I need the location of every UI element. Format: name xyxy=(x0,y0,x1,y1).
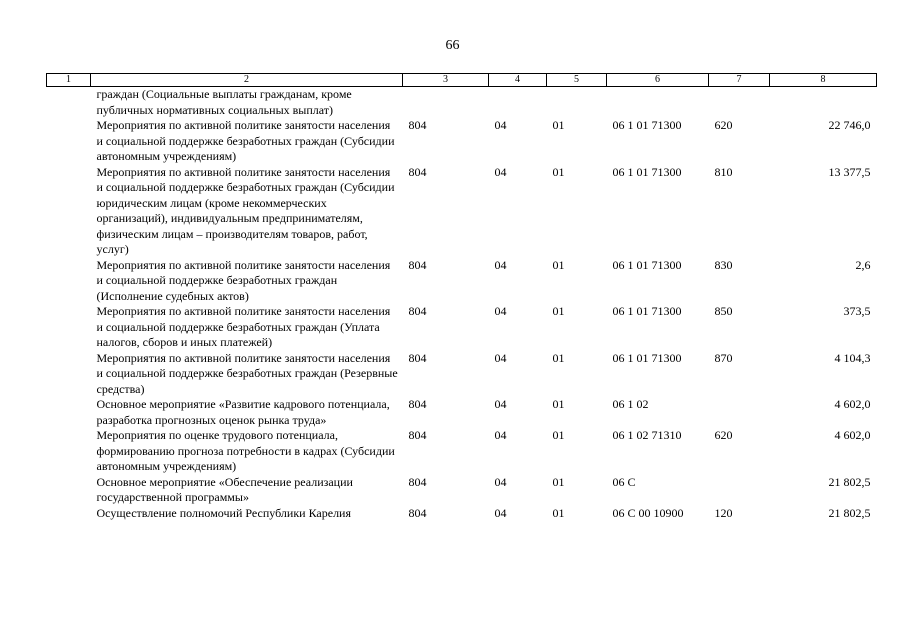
row-expense-type-code: 830 xyxy=(714,257,733,272)
row-target-code: 06 С 00 10900 xyxy=(612,505,684,520)
table-row xyxy=(47,428,877,475)
row-expense-type-code: 850 xyxy=(714,304,733,318)
row-amount: 4 602,0 xyxy=(834,428,871,442)
row-description: Осуществление полномочий Республики Карелия xyxy=(96,505,351,520)
row-spacer-cell xyxy=(47,351,91,398)
table-row xyxy=(47,475,877,506)
page-number: 66 xyxy=(445,38,460,53)
row-ministry-code: 804 xyxy=(408,474,427,489)
row-expense-type-code: 810 xyxy=(714,164,733,179)
row-description: граждан (Социальные выплаты гражданам, кроме публичных нормативных социальных выплат) xyxy=(96,87,352,117)
row-description: Основное мероприятие «Обеспечение реализации государственной программы» xyxy=(96,474,353,504)
row-target-code: 06 1 01 71300 xyxy=(612,350,682,365)
table-row xyxy=(47,304,877,351)
row-subsection-code: 01 xyxy=(552,118,565,132)
row-spacer-cell xyxy=(47,87,91,119)
row-amount: 4 104,3 xyxy=(834,350,871,365)
table-row xyxy=(47,87,877,119)
row-subsection-code: 01 xyxy=(552,397,565,411)
table-row xyxy=(47,397,877,428)
row-description: Мероприятия по активной политике занятости населения и социальной поддержке безработных граждан (Субсидии автономным учреждениям) xyxy=(96,118,395,163)
row-ministry-code: 804 xyxy=(408,428,427,442)
row-description: Мероприятия по активной политике занятости населения и социальной поддержке безработных граждан (Исполнение судебных актов) xyxy=(96,257,391,303)
row-amount: 13 377,5 xyxy=(828,164,871,179)
row-subsection-code: 01 xyxy=(552,350,565,365)
row-description: Мероприятия по активной политике занятости населения и социальной поддержке безработных граждан (Резервные средства) xyxy=(96,350,398,396)
row-subsection-code: 01 xyxy=(552,304,565,318)
row-expense-type-code: 620 xyxy=(714,428,733,442)
row-section-code xyxy=(489,87,547,119)
row-spacer-cell xyxy=(47,165,91,258)
column-header: 4 xyxy=(489,74,547,87)
row-spacer-cell xyxy=(47,258,91,305)
row-expense-type-code xyxy=(709,397,770,428)
row-amount xyxy=(770,87,877,119)
column-header: 2 xyxy=(91,74,403,87)
table-row xyxy=(47,118,877,165)
row-amount: 22 746,0 xyxy=(828,118,871,132)
row-target-code xyxy=(607,87,709,119)
table-row xyxy=(47,351,877,398)
row-target-code: 06 1 01 71300 xyxy=(612,164,682,179)
row-section-code: 04 xyxy=(494,350,507,365)
row-ministry-code: 804 xyxy=(408,164,427,179)
row-description: Мероприятия по активной политике занятости населения и социальной поддержке безработных граждан (Субсидии юридическим лицам (кроме некоммерческих организаций), индивидуальным предпринимателям, физическим лицам – производителям товаров, работ, услуг) xyxy=(96,164,395,256)
row-expense-type-code xyxy=(709,87,770,119)
row-section-code: 04 xyxy=(494,164,507,179)
row-target-code: 06 1 01 71300 xyxy=(612,304,682,318)
row-spacer-cell xyxy=(47,397,91,428)
row-description: Основное мероприятие «Развитие кадрового потенциала, разработка прогнозных оценок рынка труда» xyxy=(96,397,390,427)
row-spacer-cell xyxy=(47,475,91,506)
column-header: 3 xyxy=(403,74,489,87)
row-spacer-cell xyxy=(47,304,91,351)
row-ministry-code: 804 xyxy=(408,505,427,520)
row-target-code: 06 С xyxy=(612,474,636,489)
row-ministry-code: 804 xyxy=(408,397,427,411)
row-section-code: 04 xyxy=(494,304,507,318)
row-section-code: 04 xyxy=(494,505,507,520)
column-header: 6 xyxy=(607,74,709,87)
row-amount: 373,5 xyxy=(843,304,871,318)
row-subsection-code: 01 xyxy=(552,164,565,179)
row-target-code: 06 1 02 xyxy=(612,397,649,411)
column-header: 8 xyxy=(770,74,877,87)
row-section-code: 04 xyxy=(494,257,507,272)
column-header: 7 xyxy=(709,74,770,87)
column-header: 5 xyxy=(547,74,607,87)
row-ministry-code: 804 xyxy=(408,118,427,132)
row-amount: 21 802,5 xyxy=(828,505,871,520)
row-spacer-cell xyxy=(47,506,91,522)
table-row xyxy=(47,258,877,305)
row-description: Мероприятия по оценке трудового потенциала, формированию прогноза потребности в кадрах (Субсидии автономным учреждениям) xyxy=(96,428,395,473)
row-ministry-code: 804 xyxy=(408,257,427,272)
table-row xyxy=(47,506,877,522)
row-subsection-code: 01 xyxy=(552,505,565,520)
column-header: 1 xyxy=(47,74,91,87)
row-spacer-cell xyxy=(47,118,91,165)
row-expense-type-code xyxy=(709,475,770,506)
row-ministry-code: 804 xyxy=(408,350,427,365)
table-row xyxy=(47,165,877,258)
row-ministry-code: 804 xyxy=(408,304,427,318)
row-subsection-code: 01 xyxy=(552,474,565,489)
column-number-row xyxy=(47,74,877,87)
row-section-code: 04 xyxy=(494,474,507,489)
row-section-code: 04 xyxy=(494,118,507,132)
row-subsection-code xyxy=(547,87,607,119)
row-section-code: 04 xyxy=(494,397,507,411)
row-target-code: 06 1 01 71300 xyxy=(612,257,682,272)
row-expense-type-code: 120 xyxy=(714,505,733,520)
row-expense-type-code: 620 xyxy=(714,118,733,132)
row-description: Мероприятия по активной политике занятости населения и социальной поддержке безработных граждан (Уплата налогов, сборов и иных платежей) xyxy=(96,304,391,349)
row-subsection-code: 01 xyxy=(552,428,565,442)
row-amount: 2,6 xyxy=(855,257,871,272)
row-target-code: 06 1 01 71300 xyxy=(612,118,682,132)
row-amount: 4 602,0 xyxy=(834,397,871,411)
budget-table xyxy=(46,73,877,521)
row-subsection-code: 01 xyxy=(552,257,565,272)
row-spacer-cell xyxy=(47,428,91,475)
row-target-code: 06 1 02 71310 xyxy=(612,428,682,442)
row-section-code: 04 xyxy=(494,428,507,442)
row-amount: 21 802,5 xyxy=(828,474,871,489)
row-expense-type-code: 870 xyxy=(714,350,733,365)
row-ministry-code xyxy=(403,87,489,119)
